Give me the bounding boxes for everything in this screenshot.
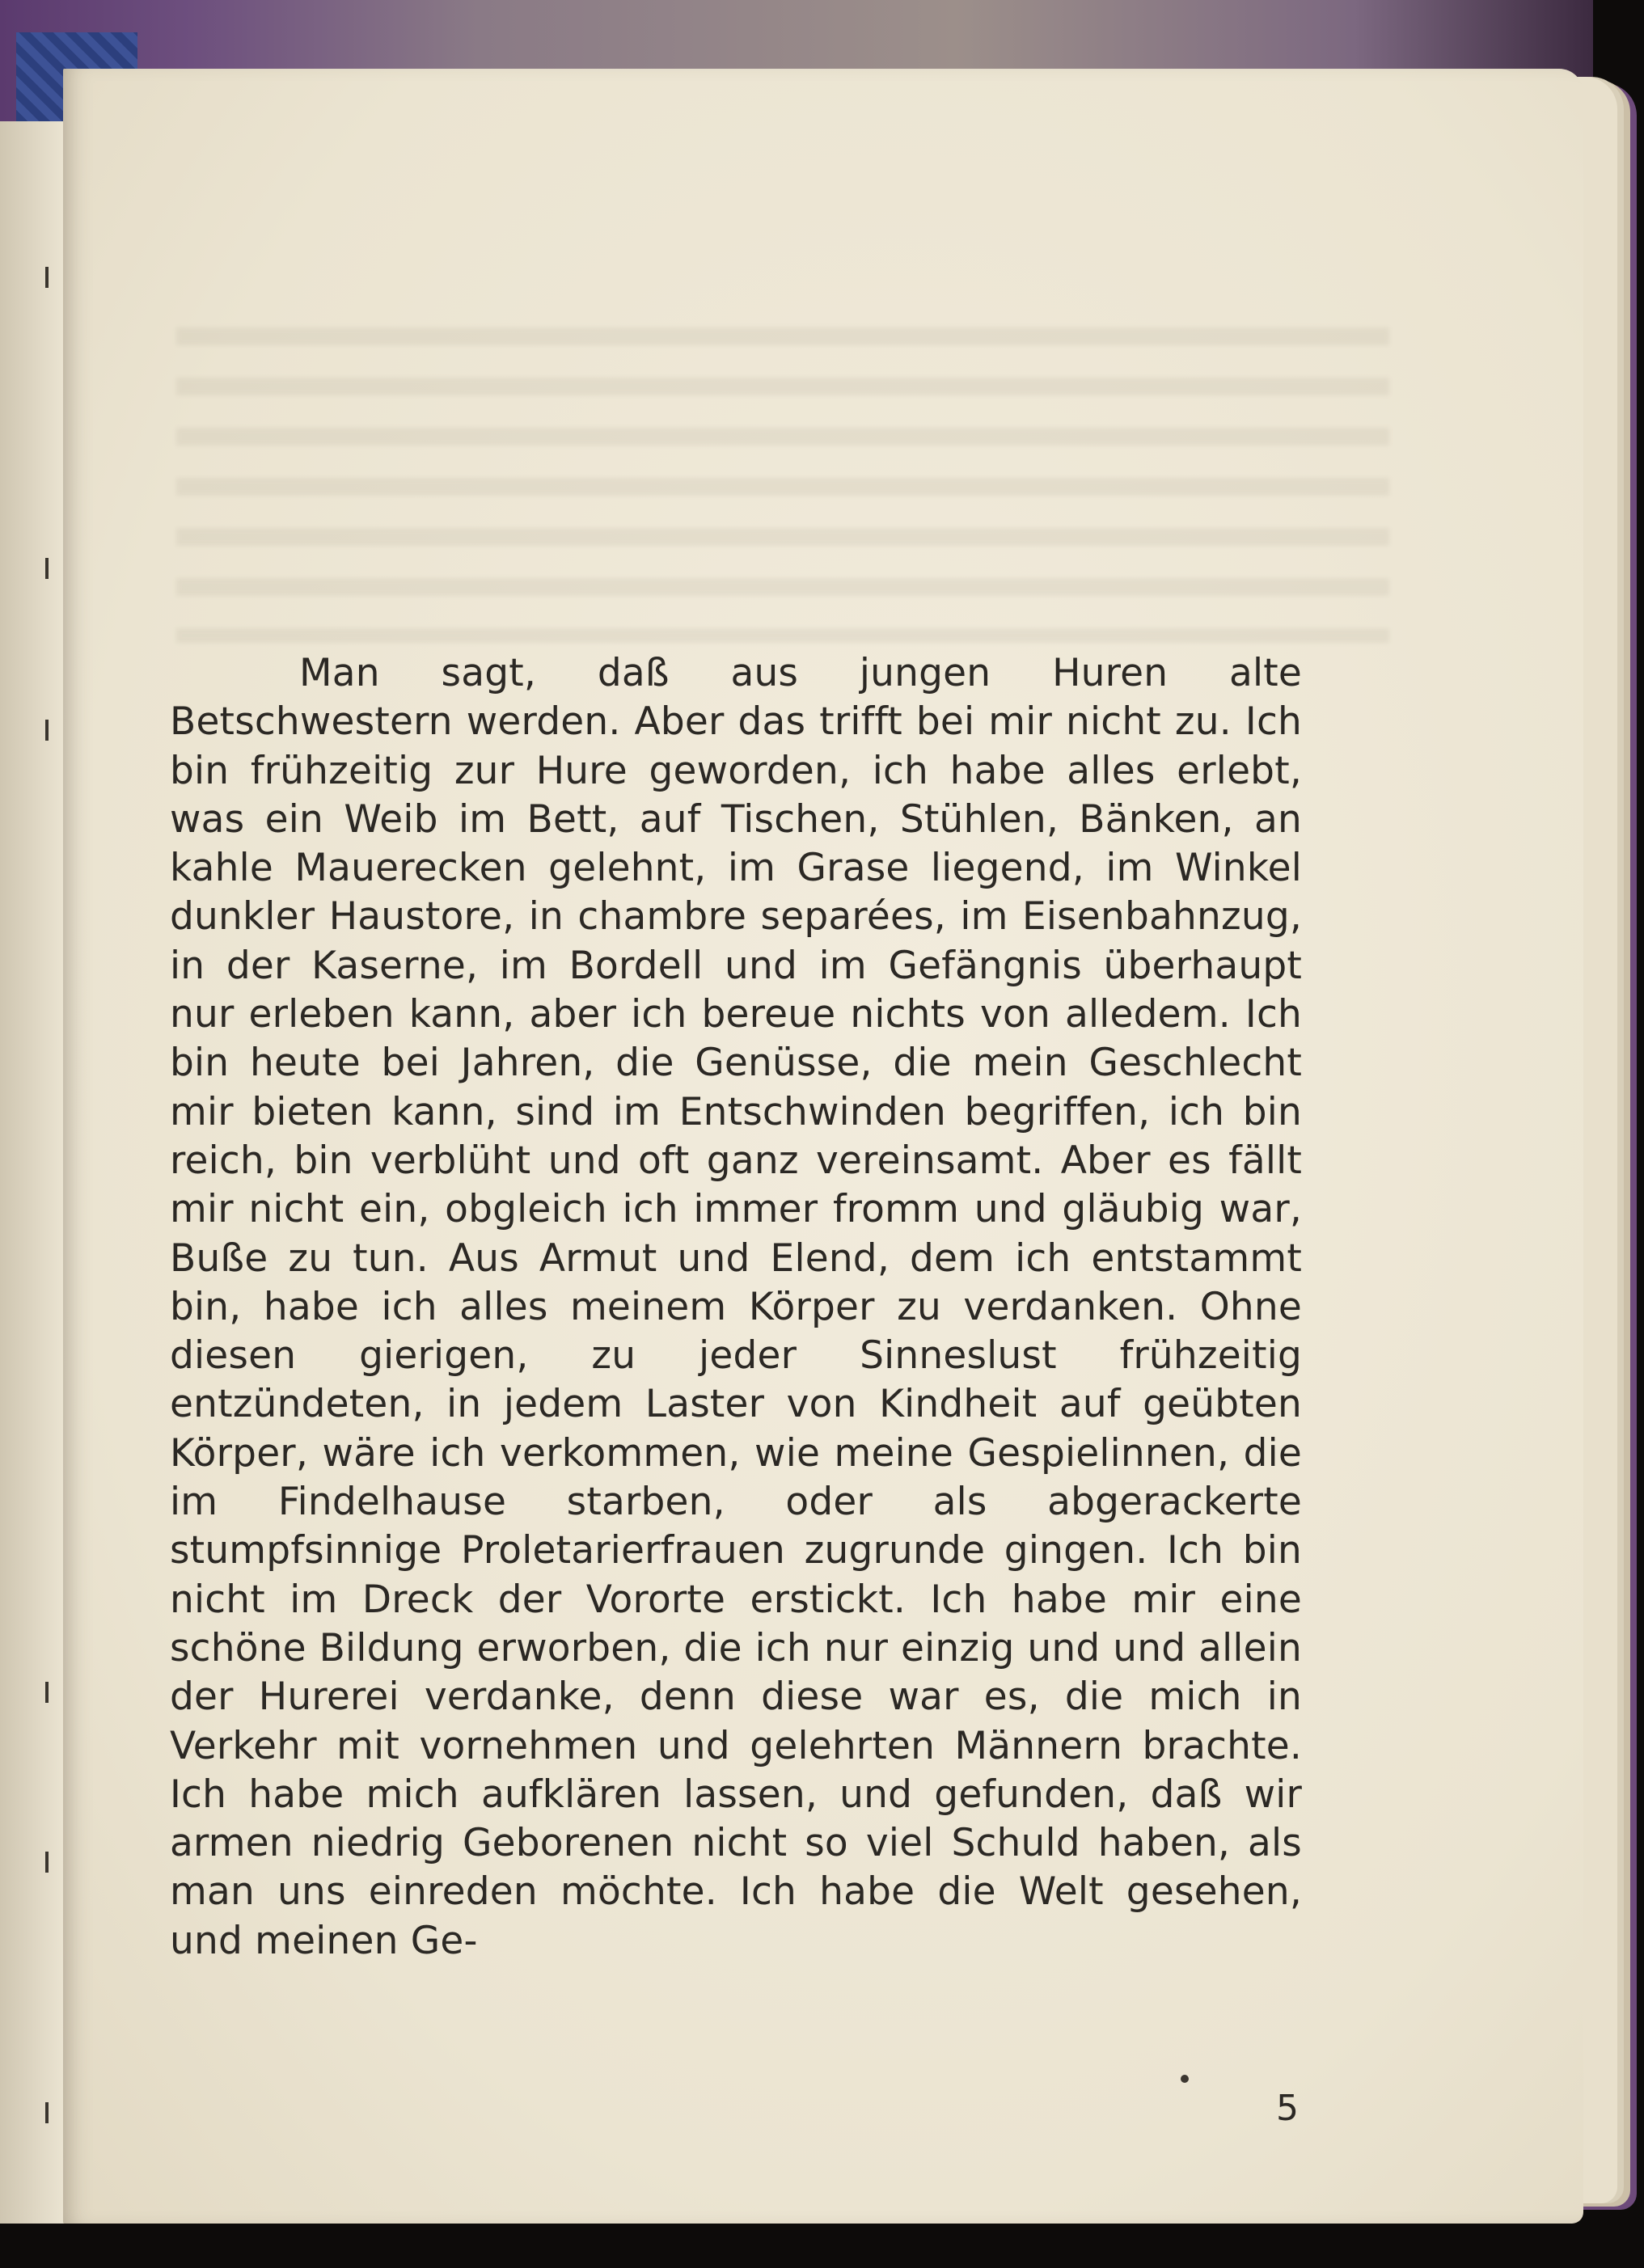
stitch-mark <box>45 267 49 288</box>
page-number: 5 <box>1276 2088 1299 2129</box>
page-dot <box>1181 2075 1189 2083</box>
stitch-mark <box>45 1852 49 1873</box>
stitch-mark <box>45 558 49 579</box>
stitch-mark <box>45 1682 49 1703</box>
show-through <box>176 303 1389 643</box>
stitch-mark <box>45 2102 49 2123</box>
body-paragraph: Man sagt, daß aus jungen Huren alte Betschwestern werden. Aber das trifft bei mir nicht zu. Ich bin frühzeitig zur Hure geworden, ich habe alles erlebt, was ein Weib im Bett, auf Tischen, Stühlen, Bänken, an kahle Mauerecken gelehnt, im Grase liegend, im Winkel dunkler Haustore, in chambre separées, im Eisenbahnzug, in der Kaserne, im Bordell und im Gefängnis überhaupt nur erleben kann, aber ich bereue nichts von alledem. Ich bin heute bei Jahren, die Genüsse, die mein Geschlecht mir bieten kann, sind im Entschwinden begriffen, ich bin reich, bin verblüht und oft ganz vereinsamt. Aber es fällt mir nicht ein, obgleich ich immer fromm und gläubig war, Buße zu tun. Aus Armut und Elend, dem ich entstammt bin, habe ich alles meinem Körper zu verdanken. Ohne diesen gierigen, zu jeder Sinneslust frühzeitig entzündeten, in jedem Laster von Kindheit auf geübten Körper, wäre ich verkommen, wie meine Gespielinnen, die im Findelhause starben, oder als abgerackerte stumpfsinnige Proletarierfrauen zugrunde gingen. Ich bin nicht im Dreck der Vororte erstickt. Ich habe mir eine schöne Bildung erworben, die ich nur einzig und und allein der Hurerei verdanke, denn diese war es, die mich in Verkehr mit vornehmen und gelehrten Männern brachte. Ich habe mich aufklären lassen, und gefunden, daß wir armen niedrig Geborenen nicht so viel Schuld haben, als man uns einreden möchte. Ich habe die Welt gesehen, und meinen Ge- <box>170 651 1302 1963</box>
stitch-mark <box>45 720 49 741</box>
left-page-edge <box>0 121 65 2224</box>
